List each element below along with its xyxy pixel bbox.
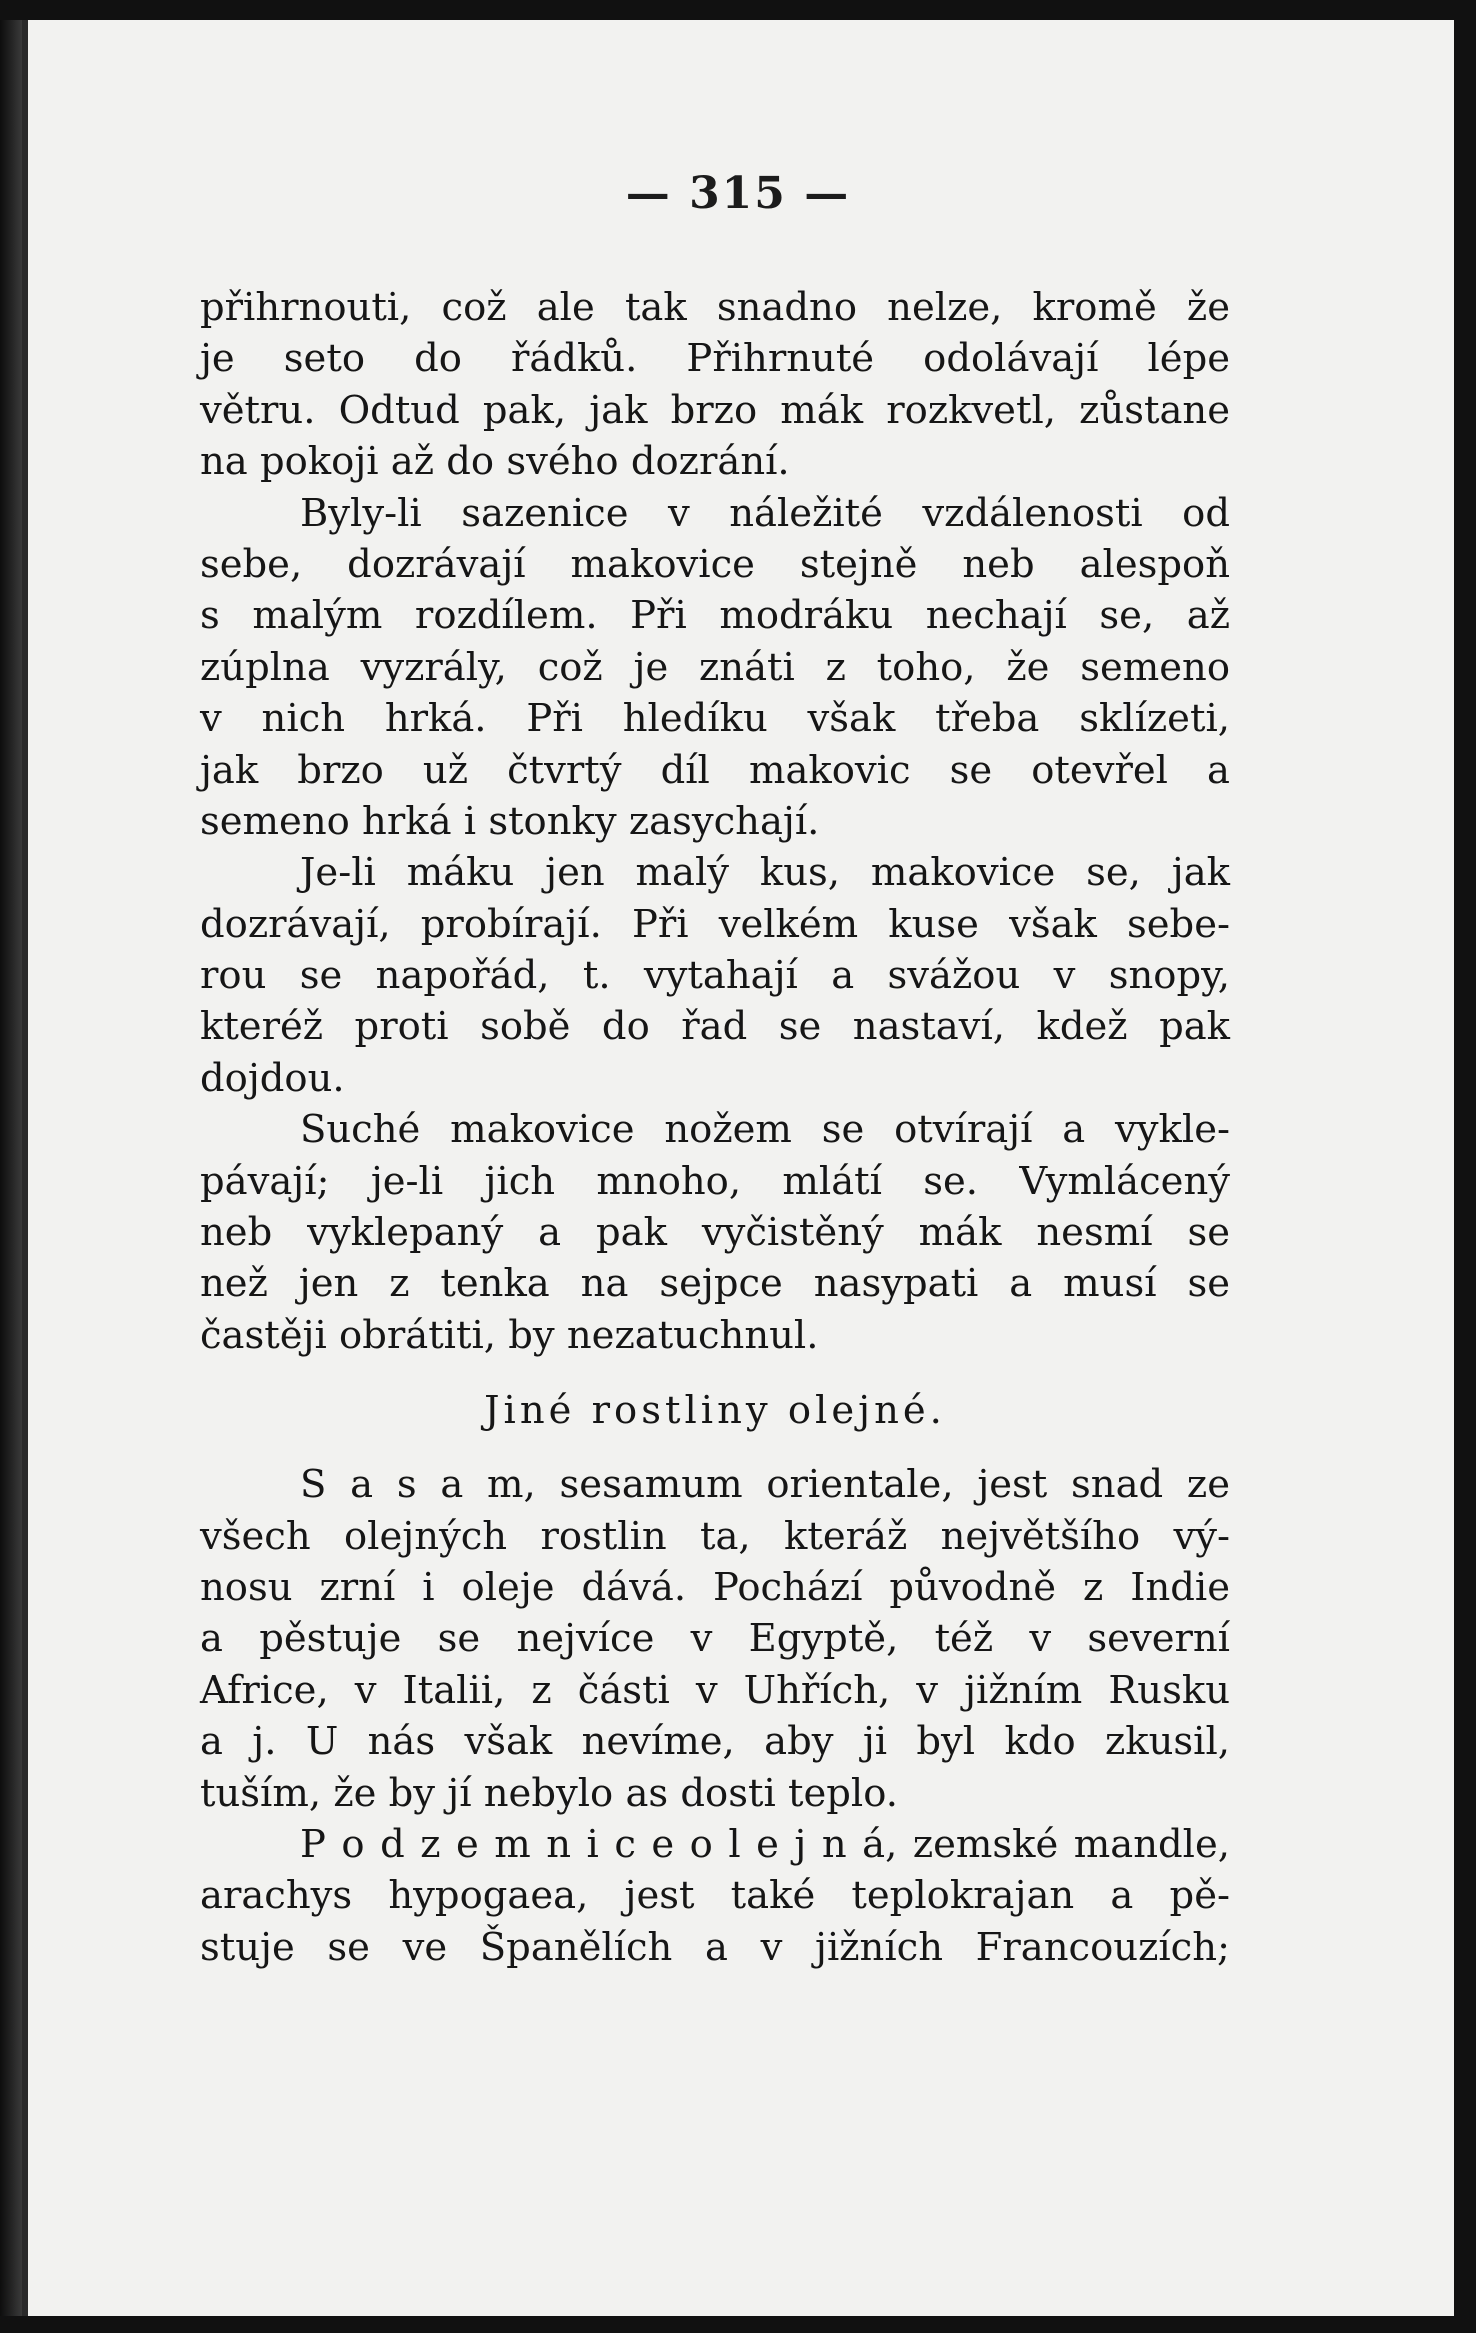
text-line: semeno hrká i stonky zasychají. bbox=[200, 798, 820, 844]
text-line: kteréž proti sobě do řad se nastaví, kdež pak bbox=[200, 1004, 1230, 1050]
book-spine bbox=[0, 0, 22, 2333]
page-number: — 315 — bbox=[625, 168, 851, 219]
text-line: S a s a m, sesamum orientale, jest snad ze bbox=[300, 1462, 1230, 1508]
text-line: než jen z tenka na sejpce nasypati a musí se bbox=[200, 1261, 1230, 1307]
text-line: dojdou. bbox=[200, 1055, 345, 1101]
text-line: sebe, dozrávají makovice stejně neb alespoň bbox=[200, 541, 1230, 587]
text-line: zúplna vyzrály, což je znáti z toho, že semeno bbox=[200, 644, 1230, 690]
text-line: na pokoji až do svého dozrání. bbox=[200, 439, 790, 485]
text-line: P o d z e m n i c e o l e j n á, zemské mandle, bbox=[300, 1821, 1230, 1867]
body-text bbox=[200, 282, 1230, 1973]
text-line: Suché makovice nožem se otvírají a vykle- bbox=[300, 1107, 1230, 1153]
text-line: je seto do řádků. Přihrnuté odolávají lépe bbox=[200, 336, 1230, 382]
text-line: a pěstuje se nejvíce v Egyptě, též v severní bbox=[200, 1616, 1230, 1662]
text-line: Je-li máku jen malý kus, makovice se, jak bbox=[300, 850, 1230, 896]
text-line: rou se napořád, t. vytahají a svážou v snopy, bbox=[200, 953, 1230, 999]
text-line: s malým rozdílem. Při modráku nechají se, až bbox=[200, 593, 1230, 639]
text-line: jak brzo už čtvrtý díl makovic se otevřel a bbox=[200, 747, 1230, 793]
section-heading: Jiné rostliny olejné. bbox=[484, 1388, 946, 1434]
text-line: větru. Odtud pak, jak brzo mák rozkvetl, zůstane bbox=[200, 387, 1230, 433]
scan-border-right bbox=[1454, 0, 1476, 2333]
text-line: dozrávají, probírají. Při velkém kuse však sebe- bbox=[200, 901, 1230, 947]
text-line: stuje se ve Španělích a v jižních Francouzích; bbox=[200, 1924, 1230, 1970]
text-line: pávají; je-li jich mnoho, mlátí se. Vymlácený bbox=[200, 1158, 1230, 1204]
text-line: přihrnouti, což ale tak snadno nelze, kromě že bbox=[200, 285, 1230, 330]
text-line: nosu zrní i oleje dává. Pochází původně z Indie bbox=[200, 1564, 1230, 1610]
text-line: Byly-li sazenice v náležité vzdálenosti od bbox=[300, 490, 1230, 536]
text-line: neb vyklepaný a pak vyčistěný mák nesmí se bbox=[200, 1210, 1230, 1256]
text-line: arachys hypogaea, jest také teplokrajan a pě- bbox=[200, 1873, 1230, 1919]
scan-border-top bbox=[0, 0, 1476, 20]
text-line: všech olejných rostlin ta, kteráž největšího vý- bbox=[200, 1513, 1230, 1559]
text-line: v nich hrká. Při hledíku však třeba sklízeti, bbox=[200, 696, 1230, 742]
text-line: tuším, že by jí nebylo as dosti teplo. bbox=[200, 1770, 898, 1816]
scan-border-bottom bbox=[0, 2316, 1476, 2333]
text-line: a j. U nás však nevíme, aby ji byl kdo zkusil, bbox=[200, 1719, 1230, 1765]
text-line: Africe, v Italii, z části v Uhřích, v jižním Rusku bbox=[200, 1667, 1230, 1713]
text-line: častěji obrátiti, by nezatuchnul. bbox=[200, 1312, 819, 1358]
